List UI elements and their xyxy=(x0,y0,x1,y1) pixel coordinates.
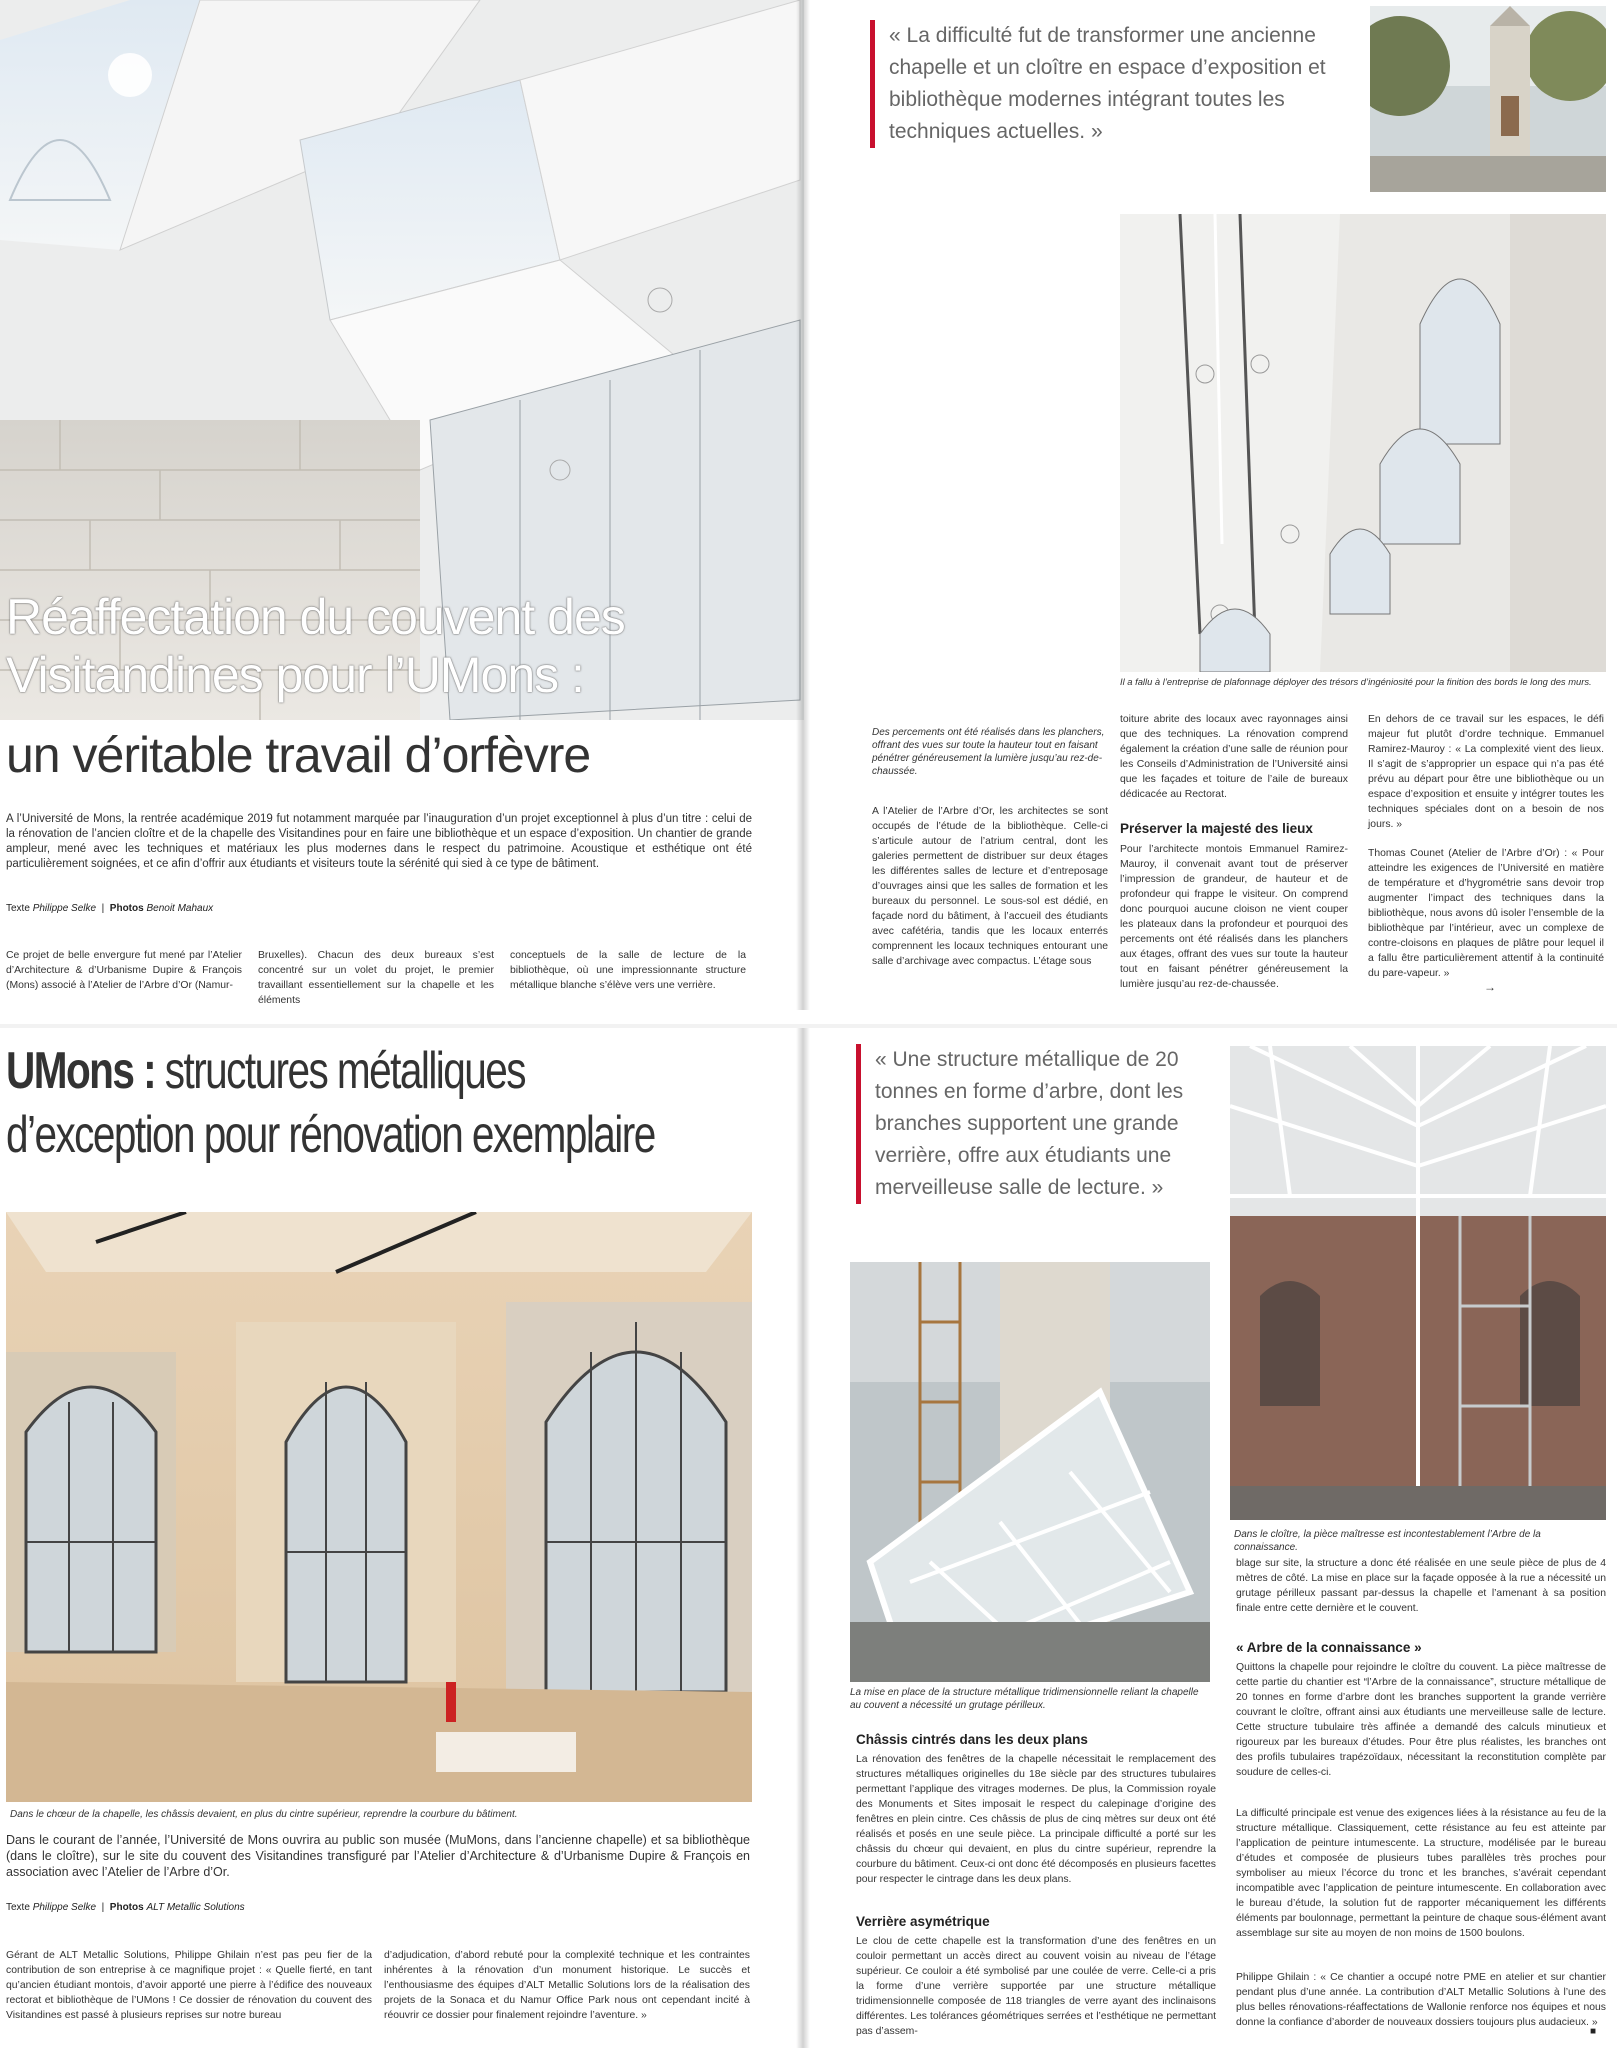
article2-credits xyxy=(6,1902,245,1913)
article2-subhead2: Verrière asymétrique xyxy=(856,1914,990,1929)
chapel-exterior-photo xyxy=(1370,6,1606,192)
article1-title-line2: Visitandines pour l’UMons : xyxy=(6,647,584,703)
article1-col6a: En dehors de ce travail sur les espaces, le défi majeur fut plutôt d’ordre technique. Emmanuel Ramirez-Mauroy : « La complexité vient des lieux. Il s’agit de s’approprier un espace qui n’a pas été prévu au départ pour être une bibliothèque ou un espace d’exposition et ensuite y intégrer toutes les techniques spéciales dont on a besoin de nos jours. » xyxy=(1368,714,1604,830)
article1-col3: conceptuels de la salle de lecture de la bibliothèque, où une impressionnante structure métallique blanche s’élève vers une verrière. xyxy=(510,950,746,991)
article1-col5b: Pour l’architecte montois Emmanuel Ramirez-Mauroy, il convenait avant tout de préserver l’impression de grandeur, de hauteur et de profondeur qui frappe le visiteur. On comprend donc pourquoi aucune cloison ne vient couper les plateaux dans la profondeur et pourquoi des percements ont été réalisés dans les planchers aux étages, offrant des vues sur toute la hauteur tout en faisant pénétrer généreusement la lumière jusqu’au rez-de-chaussée. xyxy=(1120,844,1348,990)
article2-col3a: La rénovation des fenêtres de la chapelle nécessitait le remplacement des structures métalliques originelles du 18e siècle par des structures tubulaires permettant l’applique des vitrages modernes. De plus, la Commission royale des Monuments et Sites imposait le respect du calepinage d’origine des fenêtres en plein cintre. Ces châssis de plus de cinq mètres sur deux ont été réalisés et posés en une seule pièce. La principale difficulté a porté sur les châssis du chœur qui devaient, en plus du cintre supérieur, reprendre la courbure du bâtiment. Ceux-ci ont donc été décomposés en plusieurs facettes pour respecter le cintrage dans les deux plans. xyxy=(856,1754,1216,1885)
article2-lede: Dans le courant de l’année, l’Université de Mons ouvrira au public son musée (MuMons, dans l’ancienne chapelle) et sa bibliothèque (dans le cloître), sur le site du couvent des Visitandines transfiguré par l’Atelier d’Architecture & d’Urbanisme Dupire & François en association avec l’Atelier de l’Arbre d’Or. xyxy=(6,1833,750,1879)
article2-col4c: La difficulté principale est venue des exigences liées à la résistance au feu de la structure métallique. Classiquement, cette résistance au feu est atteinte par l’application de peinture intumescente. La structure, modélisée par le bureau d’études et composée de plusieurs tubes parallèles très proches pour symboliser au mieux l’écorce du tronc et les branches, s’avérait cependant incompatible avec l’application de peinture intumescente. En collaboration avec le bureau d’étude, la solution fut de rapporter mécaniquement les différents éléments par boulonnage, permettant la peinture de chaque sous-élément avant assemblage sur site au moyen de non moins de 1500 boulons. xyxy=(1236,1808,1606,1939)
article2-col4a: blage sur site, la structure a donc été réalisée en une seule pièce de plus de 4 mètres de côté. La mise en place sur la façade opposée à la rue a nécessité un grutage périlleux passant par-dessus la chapelle et l’amenant à sa position finale entre cette dernière et le couvent. xyxy=(1236,1558,1606,1614)
spine-bottom xyxy=(796,1028,810,2048)
article2-title-line2: d’exception pour rénovation exemplaire xyxy=(6,1106,655,1164)
caption-crane: La mise en place de la structure métallique tridimensionnelle reliant la chapelle au couvent a nécessité un grutage périlleux. xyxy=(850,1687,1199,1711)
article1-col2: Bruxelles). Chacun des deux bureaux s’est concentré sur un volet du projet, le premier travaillant essentiellement sur la chapelle et les éléments xyxy=(258,950,494,1006)
article2-title-bold: UMons : xyxy=(6,1042,156,1100)
article2-col4d: Philippe Ghilain : « Ce chantier a occupé notre PME en atelier et sur chantier pendant plus d’une année. La contribution d’ALT Metallic Solutions à l’une des plus belles rénovations-réaffectations de Wallonie renforce nos équipes et nous donne la confiance d’aborder de nouveaux dossiers toujours plus audacieux. » xyxy=(1236,1972,1606,2028)
article2-pull-quote: « Une structure métallique de 20 tonnes en forme d’arbre, dont les branches supportent une grande verrière, offre aux étudiants une merveilleuse salle de lecture. » xyxy=(856,1044,1227,1204)
crane-glass-structure-photo xyxy=(850,1262,1210,1682)
ceiling-windows-photo xyxy=(1120,214,1606,672)
article2-subhead3: « Arbre de la connaissance » xyxy=(1236,1640,1422,1655)
article1-col4: A l’Atelier de l’Arbre d’Or, les architectes se sont occupés de l’étude de la bibliothèque. Celle-ci s’articule autour de l’atrium central, dont les galeries permettent de distribuer sur deux étages les différentes salles de lecture et d’entreposage d’ouvrages ainsi que les salles de formation et les bureaux du personnel. Le sous-sol est dédié, en façade nord du bâtiment, à l’accueil des étudiants avec cafétéria, tandis que les locaux enterrés comprennent les locaux techniques entourant une salle d’archivage avec compactus. L’étage sous xyxy=(872,806,1108,967)
credit-photographer: ALT Metallic Solutions xyxy=(146,1902,245,1913)
article2-subhead1: Châssis cintrés dans les deux plans xyxy=(856,1732,1088,1747)
article2-col1: Gérant de ALT Metallic Solutions, Philippe Ghilain n’est pas peu fier de la contribution de son entreprise à ce magnifique projet : « Quelle fierté, en tant qu’ancien étudiant montois, d’avoir apporté une pierre à l’édifice des nouveaux rectorat et bibliothèque de l’UMons ! Ce dossier de rénovation du couvent des Visitandines est passé à plusieurs reprises sur notre bureau xyxy=(6,1950,372,2021)
article1-title-line3: un véritable travail d’orfèvre xyxy=(6,727,591,783)
credit-separator: | xyxy=(101,903,105,914)
article1-col1: Ce projet de belle envergure fut mené par l’Atelier d’Architecture & d’Urbanisme Dupire & François (Mons) associé à l’Atelier de l’Arbre d’Or (Namur- xyxy=(6,950,242,991)
credit-author: Philippe Selke xyxy=(32,903,97,914)
article2-col3b: Le clou de cette chapelle est la transformation d’une des fenêtres en un couloir permettant un accès direct au couvent voisin au niveau de l’étage supérieur. Ce couloir a été symbolisé par une coulée de verre. Celle-ci a pris la forme d’une verrière supportée par une structure métallique tridimensionnelle composée de 118 triangles de verre ayant des inclinaisons différentes. Les tolérances géométriques serrées et l’esthétique ne permettant pas d’assem- xyxy=(856,1936,1216,2037)
credit-text-label: Texte xyxy=(6,1902,30,1913)
article2-title-line1 xyxy=(6,1040,770,1102)
article1-col6b: Thomas Counet (Atelier de l’Arbre d’Or) : « Pour atteindre les exigences de l’Université en matière de température et d’hygrométrie sans devoir trop augmenter l’impact des techniques dans la bibliothèque, nous avons dû isoler l’ensemble de la bibliothèque par l’intérieur, avec un complexe de contre-cloisons en plaques de plâtre pour lequel il a fallu être particulièrement attentif à la continuité du pare-vapeur. » xyxy=(1368,848,1604,979)
article1-col5a: toiture abrite des locaux avec rayonnages ainsi que des techniques. La rénovation comprend également la création d’une salle de réunion pour les Conseils d’Administration de l’Université ainsi que les façades et toiture de l’aile de bureaux dédicacée au Rectorat. xyxy=(1120,714,1348,800)
caption-choir: Dans le chœur de la chapelle, les châssis devaient, en plus du cintre supérieur, reprendre la courbure du bâtiment. xyxy=(10,1809,518,1820)
credit-photo-label: Photos xyxy=(109,1902,144,1913)
caption-floors: Des percements ont été réalisés dans les planchers, offrant des vues sur toute la hauteur tout en faisant pénétrer généreusement la lumière jusqu’au rez-de-chaussée. xyxy=(872,727,1105,777)
article2-col4b: Quittons la chapelle pour rejoindre le cloître du couvent. La pièce maîtresse de cette partie du chantier est “l’Arbre de la connaissance”, structure métallique de 20 tonnes en forme d’arbre dont les branches supportent la grande verrière couvrant le cloître, offrant ainsi aux étudiants une merveilleuse salle de lecture. Cette structure tubulaire très affinée a demandé des calculs minutieux et rigoureux par les bureaux d’études. Pour être plus réalistes, les branches ont des profils tubulaires trapézoïdaux, nécessitant la reconstitution complète par soudure de celles-ci. xyxy=(1236,1662,1606,1778)
credit-text-label: Texte xyxy=(6,903,30,914)
caption-cloister: Dans le cloître, la pièce maîtresse est incontestablement l’Arbre de la connaissance. xyxy=(1234,1529,1541,1553)
credit-photographer: Benoit Mahaux xyxy=(146,903,214,914)
continue-arrow: → xyxy=(1484,980,1496,994)
cloister-tree-structure-photo xyxy=(1230,1046,1606,1520)
article1-lede: A l’Université de Mons, la rentrée académique 2019 fut notamment marquée par l’inauguration d’un projet exceptionnel à plus d’un titre : celui de la rénovation de l’ancien cloître et de la chapelle des Visitandines pour en faire une bibliothèque et un espace d’exposition. Un chantier de grande ampleur, mené avec les techniques et matériaux les plus modernes dans le respect du patrimoine. Acoustique et esthétique ont été particulièrement soignées, et ce afin d’offrir aux étudiants et visiteurs toute la sérénité qui sied à ce type de bâtiment. xyxy=(6,813,752,870)
spine-top xyxy=(796,0,810,1010)
credit-author: Philippe Selke xyxy=(32,1902,97,1913)
article1-title-line1: Réaffectation du couvent des xyxy=(6,589,625,645)
article1-subhead1: Préserver la majesté des lieux xyxy=(1120,821,1313,836)
article-end-mark: ■ xyxy=(1590,2026,1597,2037)
article2-col2: d’adjudication, d’abord rebuté pour la complexité technique et les contraintes inhérentes à la rénovation d’un monument historique. Le succès et l’enthousiasme des équipes d’ALT Metallic Solutions lors de la réalisation des projets de la Sonaca et du Namur Office Park nous ont cependant incité à réouvrir ce dossier pour finalement rejoindre l’aventure. » xyxy=(384,1950,750,2021)
article1-pull-quote: « La difficulté fut de transformer une ancienne chapelle et un cloître en espace d’exposition et bibliothèque modernes intégrant toutes les techniques actuelles. » xyxy=(870,20,1329,148)
article1-credits xyxy=(6,903,213,914)
article2-title-rest: structures métalliques xyxy=(155,1042,525,1100)
chapel-choir-photo xyxy=(6,1212,752,1802)
credit-photo-label: Photos xyxy=(109,903,144,914)
caption-ceiling: Il a fallu à l’entreprise de plafonnage déployer des trésors d’ingéniosité pour la finition des bords le long des murs. xyxy=(1120,676,1592,687)
credit-separator: | xyxy=(101,1902,105,1913)
